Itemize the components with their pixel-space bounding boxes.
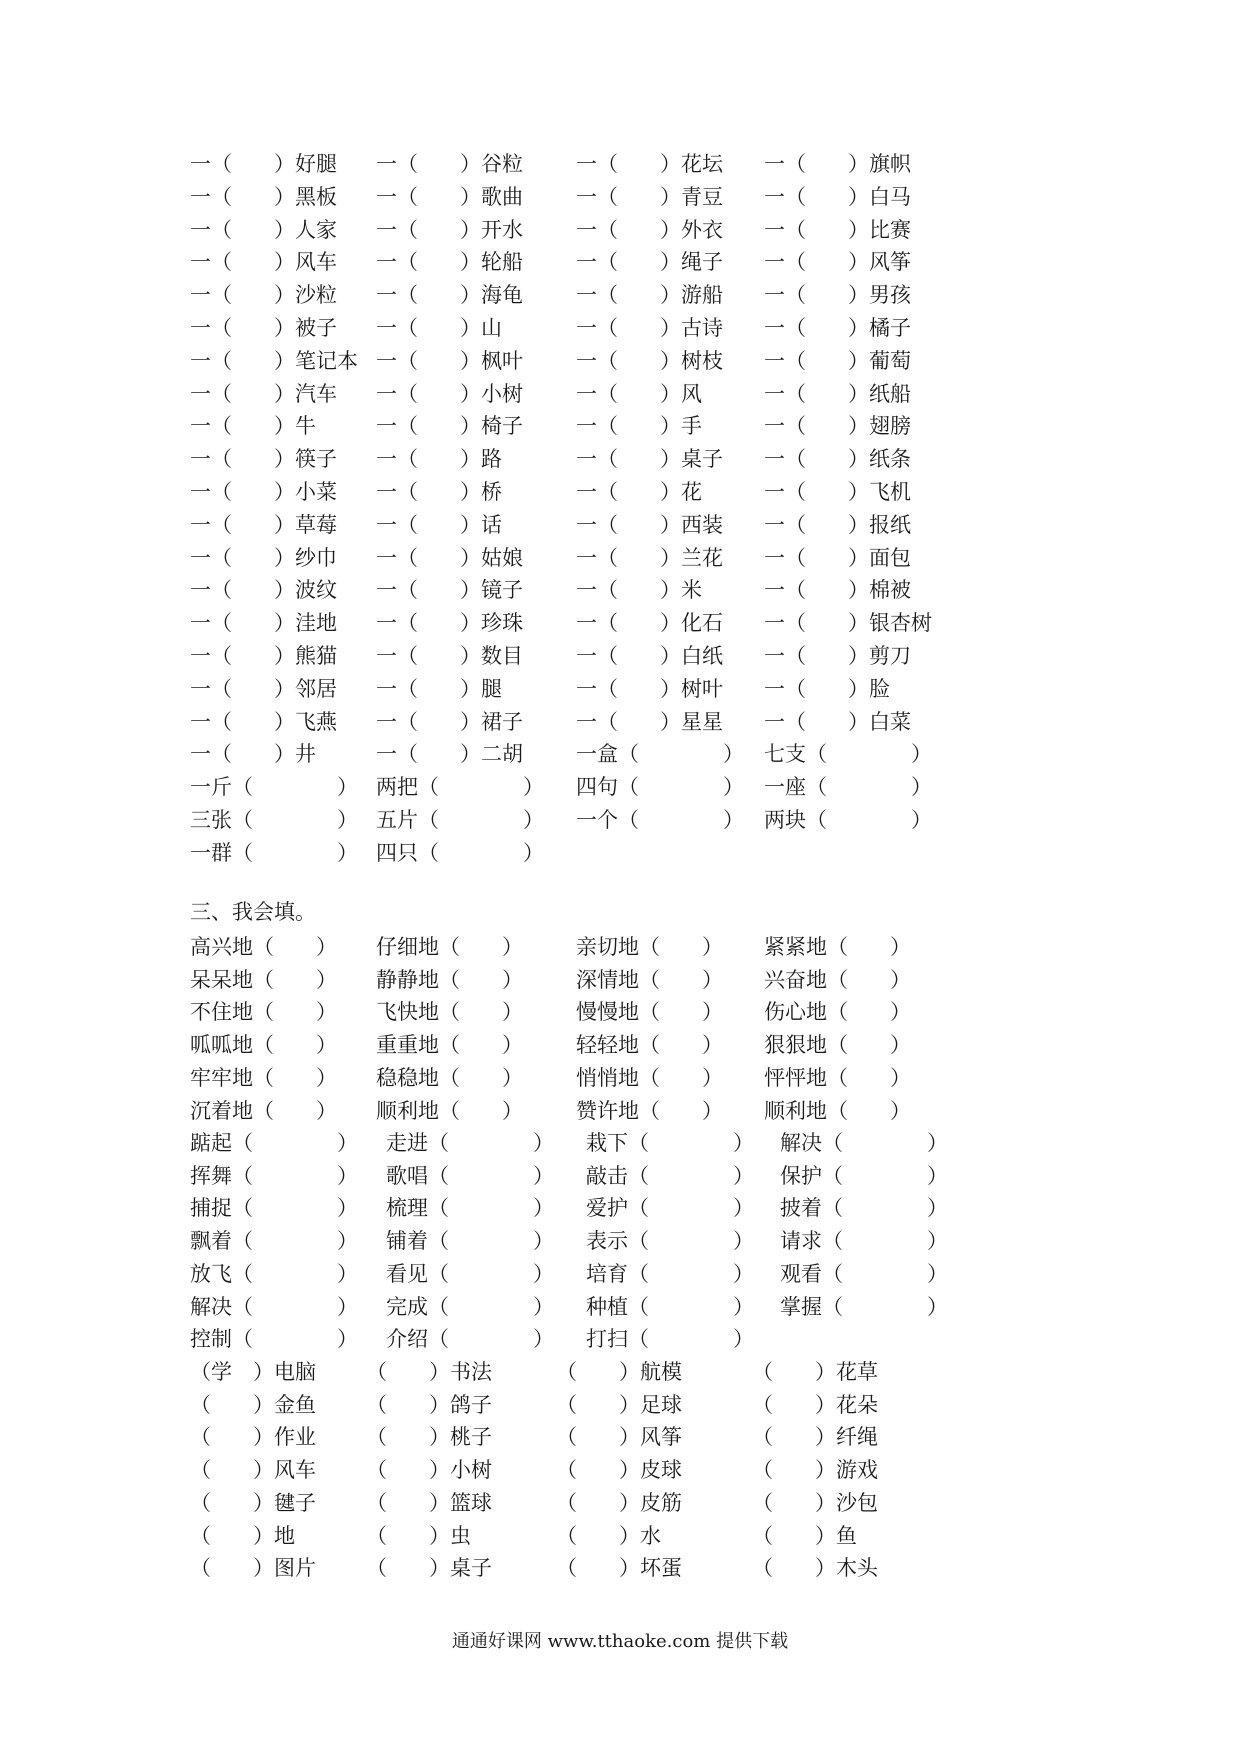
exercise-item: 一（ ）歌曲 (376, 184, 523, 209)
exercise-item: 一（ ）面包 (764, 545, 911, 570)
exercise-item: 一盒（ ） (576, 742, 744, 767)
exercise-item: 一（ ）星星 (576, 709, 723, 734)
exercise-item: 一（ ）翅膀 (764, 414, 911, 439)
exercise-item: （ ）足球 (556, 1392, 682, 1417)
exercise-item: 牢牢地（ ） (190, 1065, 337, 1090)
measure-word-row (190, 476, 950, 508)
exercise-item: 一（ ）小树 (376, 381, 523, 406)
measure-word-row (190, 542, 950, 574)
exercise-item: （ ）皮筋 (556, 1490, 682, 1515)
exercise-item: 紧紧地（ ） (764, 935, 911, 959)
exercise-item: 静静地（ ） (376, 967, 523, 992)
exercise-item: 四句（ ） (576, 775, 744, 800)
exercise-item: 一（ ）树叶 (576, 676, 723, 701)
exercise-item: 两把（ ） (376, 775, 544, 800)
exercise-item: 一（ ）姑娘 (376, 545, 523, 570)
exercise-item: 狠狠地（ ） (764, 1033, 911, 1058)
exercise-item: 看见（ ） (386, 1261, 554, 1286)
exercise-item: 重重地（ ） (376, 1033, 523, 1058)
exercise-item: 一（ ）山 (376, 316, 502, 340)
exercise-item: 一（ ）轮船 (376, 250, 523, 275)
verb-row (190, 1192, 950, 1224)
exercise-item: 培育（ ） (586, 1261, 754, 1286)
exercise-item: 一（ ）飞机 (764, 480, 911, 504)
exercise-item: （ ）皮球 (556, 1458, 682, 1483)
measure-word-row (190, 509, 950, 541)
exercise-item: 兴奋地（ ） (764, 967, 911, 992)
exercise-item: 一（ ）腿 (376, 676, 502, 701)
exercise-item: （ ）桃子 (366, 1425, 492, 1450)
exercise-item: 完成（ ） (386, 1294, 554, 1319)
exercise-item: 一（ ）小菜 (190, 480, 337, 504)
exercise-item: 走进（ ） (386, 1131, 554, 1155)
section-3-heading: 三、我会填。 (190, 900, 316, 924)
adverb-row (190, 964, 950, 996)
exercise-item: 一（ ）男孩 (764, 283, 911, 308)
exercise-item: 一（ ）飞燕 (190, 709, 337, 734)
exercise-item: （ ）纤绳 (752, 1425, 878, 1450)
exercise-item: （ ）花朵 (752, 1392, 878, 1417)
verb-row (190, 1258, 950, 1290)
exercise-item: 敲击（ ） (586, 1163, 754, 1188)
exercise-item: 解决（ ） (190, 1294, 358, 1319)
exercise-item: 一（ ）笔记本 (190, 348, 358, 373)
measure-word-row (190, 706, 950, 738)
exercise-item: 悄悄地（ ） (576, 1065, 723, 1090)
measure-word-row (190, 771, 950, 803)
exercise-item: 观看（ ） (780, 1261, 948, 1286)
exercise-item: 掌握（ ） (780, 1294, 948, 1319)
adverb-row (190, 996, 950, 1028)
exercise-item: 一（ ）白菜 (764, 709, 911, 734)
exercise-item: 请求（ ） (780, 1229, 948, 1254)
action-row (190, 1520, 950, 1552)
exercise-item: 栽下（ ） (586, 1131, 754, 1155)
exercise-item: 一（ ）桌子 (576, 447, 723, 472)
action-row (190, 1389, 950, 1421)
exercise-item: 稳稳地（ ） (376, 1065, 523, 1090)
exercise-item: 一（ ）数目 (376, 644, 523, 668)
exercise-item: 一（ ）青豆 (576, 184, 723, 209)
exercise-item: （ ）虫 (366, 1523, 471, 1548)
verb-row (190, 1160, 950, 1192)
exercise-item: 一（ ）树枝 (576, 348, 723, 373)
action-row (190, 1421, 950, 1453)
exercise-item: （ ）游戏 (752, 1458, 878, 1483)
exercise-item: 飘着（ ） (190, 1229, 358, 1254)
exercise-item: 一（ ）好腿 (190, 152, 337, 176)
exercise-item: 放飞（ ） (190, 1261, 358, 1286)
exercise-item: 怦怦地（ ） (764, 1065, 911, 1090)
verb-row (190, 1127, 950, 1159)
exercise-item: 铺着（ ） (386, 1229, 554, 1254)
exercise-item: 三张（ ） (190, 808, 358, 832)
exercise-item: 一（ ）花 (576, 480, 702, 504)
exercise-item: 一（ ）化石 (576, 611, 723, 636)
exercise-item: 一（ ）黑板 (190, 184, 337, 209)
exercise-item: （ ）花草 (752, 1360, 878, 1384)
exercise-item: 捕捉（ ） (190, 1196, 358, 1221)
exercise-item: 一（ ）椅子 (376, 414, 523, 439)
measure-word-row (190, 738, 950, 770)
exercise-item: 一（ ）话 (376, 512, 502, 537)
measure-word-row (190, 640, 950, 672)
adverb-row (190, 1029, 950, 1061)
exercise-item: （ ）篮球 (366, 1490, 492, 1515)
exercise-item: 一（ ）汽车 (190, 381, 337, 406)
exercise-item: 一（ ）外衣 (576, 217, 723, 242)
exercise-item: 梳理（ ） (386, 1196, 554, 1221)
exercise-item: （ ）图片 (190, 1556, 316, 1581)
exercise-item: 歌唱（ ） (386, 1163, 554, 1188)
exercise-item: 一（ ）脸 (764, 676, 890, 701)
measure-word-row (190, 378, 950, 410)
exercise-item: 一（ ）枫叶 (376, 348, 523, 373)
exercise-item: 一（ ）镜子 (376, 578, 523, 603)
exercise-item: 一（ ）海龟 (376, 283, 523, 308)
exercise-item: （ ）金鱼 (190, 1392, 316, 1417)
exercise-item: 挥舞（ ） (190, 1163, 358, 1188)
exercise-item: 四只（ ） (376, 840, 544, 865)
exercise-item: 一（ ）开水 (376, 217, 523, 242)
exercise-item: 一（ ）纱巾 (190, 545, 337, 570)
exercise-item: 一群（ ） (190, 840, 358, 865)
verb-row (190, 1225, 950, 1257)
exercise-item: 一（ ）二胡 (376, 742, 523, 767)
exercise-item: 一（ ）被子 (190, 316, 337, 340)
exercise-item: 深情地（ ） (576, 967, 723, 992)
measure-word-row (190, 837, 950, 869)
exercise-item: 一（ ）波纹 (190, 578, 337, 603)
exercise-item: 一（ ）邻居 (190, 676, 337, 701)
exercise-item: （ ）水 (556, 1523, 661, 1548)
exercise-item: 一座（ ） (764, 775, 932, 800)
exercise-item: 保护（ ） (780, 1163, 948, 1188)
measure-word-row (190, 574, 950, 606)
measure-word-row (190, 148, 950, 180)
verb-row (190, 1291, 950, 1323)
exercise-item: （ ）航模 (556, 1360, 682, 1384)
exercise-item: 两块（ ） (764, 808, 932, 832)
exercise-item: （ ）毽子 (190, 1490, 316, 1515)
exercise-item: 一（ ）棉被 (764, 578, 911, 603)
exercise-item: 一（ ）沙粒 (190, 283, 337, 308)
exercise-item: 一（ ）西装 (576, 512, 723, 537)
exercise-item: 一（ ）熊猫 (190, 644, 337, 668)
measure-word-row (190, 181, 950, 213)
exercise-item: 一（ ）桥 (376, 480, 502, 504)
exercise-item: 表示（ ） (586, 1229, 754, 1254)
exercise-item: （ ）风筝 (556, 1425, 682, 1450)
exercise-item: 爱护（ ） (586, 1196, 754, 1221)
exercise-item: 沉着地（ ） (190, 1098, 337, 1123)
exercise-item: 一（ ）橘子 (764, 316, 911, 340)
exercise-item: 仔细地（ ） (376, 935, 523, 959)
exercise-item: 慢慢地（ ） (576, 1000, 723, 1025)
exercise-item: 一（ ）纸船 (764, 381, 911, 406)
exercise-item: 高兴地（ ） (190, 935, 337, 959)
exercise-item: 一（ ）剪刀 (764, 644, 911, 668)
verb-row (190, 1323, 950, 1355)
exercise-item: （ ）木头 (752, 1556, 878, 1581)
exercise-item: （ ）坏蛋 (556, 1556, 682, 1581)
measure-word-row (190, 410, 950, 442)
exercise-item: （学 ）电脑 (190, 1360, 316, 1384)
adverb-row (190, 931, 950, 963)
adverb-row (190, 1062, 950, 1094)
exercise-item: （ ）沙包 (752, 1490, 878, 1515)
exercise-item: 一（ ）白马 (764, 184, 911, 209)
exercise-item: 一斤（ ） (190, 775, 358, 800)
exercise-item: （ ）书法 (366, 1360, 492, 1384)
exercise-item: （ ）作业 (190, 1425, 316, 1450)
action-row (190, 1552, 950, 1584)
exercise-item: 介绍（ ） (386, 1327, 554, 1352)
exercise-item: 一（ ）路 (376, 447, 502, 472)
exercise-item: 不住地（ ） (190, 1000, 337, 1025)
exercise-item: 打扫（ ） (586, 1327, 754, 1352)
exercise-item: 一（ ）比赛 (764, 217, 911, 242)
exercise-item: 呆呆地（ ） (190, 967, 337, 992)
measure-word-row (190, 279, 950, 311)
exercise-item: （ ）鱼 (752, 1523, 857, 1548)
footer-credit: 通通好课网 www.tthaoke.com 提供下载 (451, 1631, 789, 1652)
exercise-item: 种植（ ） (586, 1294, 754, 1319)
exercise-item: 一（ ）牛 (190, 414, 316, 439)
measure-word-row (190, 246, 950, 278)
exercise-item: 一（ ）花坛 (576, 152, 723, 176)
exercise-item: 赞许地（ ） (576, 1098, 723, 1123)
action-row (190, 1487, 950, 1519)
exercise-item: 一个（ ） (576, 808, 744, 832)
adverb-row (190, 1095, 950, 1127)
exercise-item: 五片（ ） (376, 808, 544, 832)
measure-word-row (190, 607, 950, 639)
exercise-item: 一（ ）珍珠 (376, 611, 523, 636)
exercise-item: 一（ ）米 (576, 578, 702, 603)
action-row (190, 1356, 950, 1388)
exercise-item: 一（ ）筷子 (190, 447, 337, 472)
action-row (190, 1454, 950, 1486)
exercise-item: 一（ ）风 (576, 381, 702, 406)
exercise-item: 轻轻地（ ） (576, 1033, 723, 1058)
exercise-item: 一（ ）井 (190, 742, 316, 767)
exercise-item: 一（ ）人家 (190, 217, 337, 242)
exercise-item: 一（ ）银杏树 (764, 611, 932, 636)
exercise-item: 一（ ）谷粒 (376, 152, 523, 176)
exercise-item: 一（ ）风车 (190, 250, 337, 275)
exercise-item: 踮起（ ） (190, 1131, 358, 1155)
exercise-item: 解决（ ） (780, 1131, 948, 1155)
exercise-item: 一（ ）手 (576, 414, 702, 439)
exercise-item: 伤心地（ ） (764, 1000, 911, 1025)
exercise-item: 飞快地（ ） (376, 1000, 523, 1025)
exercise-item: 一（ ）古诗 (576, 316, 723, 340)
exercise-item: （ ）风车 (190, 1458, 316, 1483)
exercise-item: 顺利地（ ） (376, 1098, 523, 1123)
exercise-item: 一（ ）兰花 (576, 545, 723, 570)
exercise-item: （ ）桌子 (366, 1556, 492, 1581)
measure-word-row (190, 804, 950, 836)
exercise-item: 一（ ）绳子 (576, 250, 723, 275)
exercise-item: 一（ ）报纸 (764, 512, 911, 537)
measure-word-row (190, 214, 950, 246)
exercise-item: 控制（ ） (190, 1327, 358, 1352)
exercise-item: 一（ ）洼地 (190, 611, 337, 636)
measure-word-row (190, 443, 950, 475)
exercise-item: （ ）鸽子 (366, 1392, 492, 1417)
exercise-item: 披着（ ） (780, 1196, 948, 1221)
exercise-item: 一（ ）白纸 (576, 644, 723, 668)
exercise-item: （ ）小树 (366, 1458, 492, 1483)
exercise-item: 一（ ）游船 (576, 283, 723, 308)
exercise-item: 一（ ）纸条 (764, 447, 911, 472)
exercise-item: 一（ ）葡萄 (764, 348, 911, 373)
exercise-item: 亲切地（ ） (576, 935, 723, 959)
measure-word-row (190, 673, 950, 705)
exercise-item: 呱呱地（ ） (190, 1033, 337, 1058)
exercise-item: 一（ ）草莓 (190, 512, 337, 537)
measure-word-row (190, 312, 950, 344)
exercise-item: 一（ ）风筝 (764, 250, 911, 275)
measure-word-row (190, 345, 950, 377)
exercise-item: 一（ ）裙子 (376, 709, 523, 734)
exercise-item: 七支（ ） (764, 742, 932, 767)
exercise-item: 顺利地（ ） (764, 1098, 911, 1123)
exercise-item: （ ）地 (190, 1523, 295, 1548)
exercise-item: 一（ ）旗帜 (764, 152, 911, 176)
